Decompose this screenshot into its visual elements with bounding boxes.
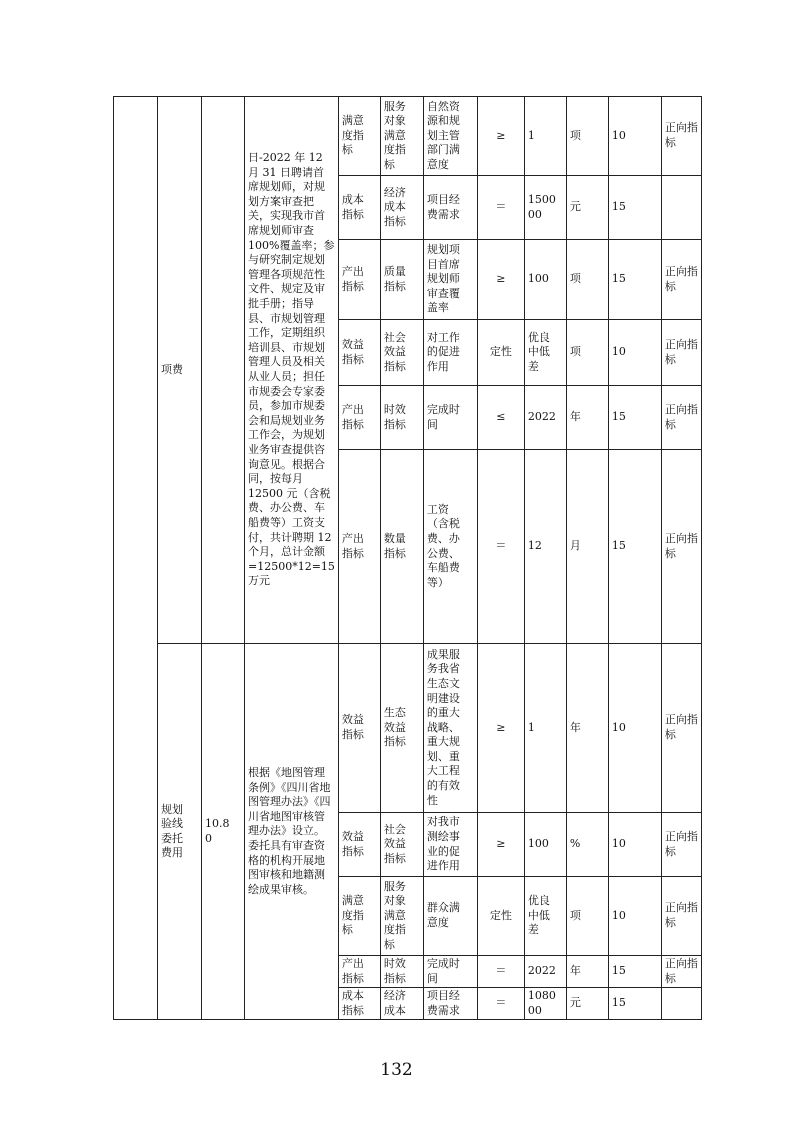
indicator-level2: 服务 对象 满意 度指 标 (380, 877, 423, 956)
indicator-direction: 正向指 标 (661, 956, 701, 988)
indicator-direction: 正向指 标 (661, 813, 701, 877)
indicator-value: 2022 (524, 386, 566, 450)
indicator-unit: 项 (566, 240, 608, 320)
indicator-operator: ＝ (477, 176, 524, 240)
table-row (114, 644, 702, 813)
indicator-operator: 定性 (477, 877, 524, 956)
indicator-level2: 时效 指标 (380, 956, 423, 988)
project-description-cell: 根据《地图管理条例》《四川省地图管理办法》《四川省地图审核管理办法》设立。委托具有审查资格的机构开展地图审核和地籍测绘成果审核。 (245, 644, 339, 1020)
indicator-value: 100 (524, 813, 566, 877)
indicator-level1: 效益 指标 (338, 813, 380, 877)
indicator-weight: 10 (608, 320, 661, 386)
indicator-operator: ≥ (477, 813, 524, 877)
indicator-value: 优良 中低 差 (524, 877, 566, 956)
indicator-operator: ≥ (477, 240, 524, 320)
indicator-unit: 年 (566, 644, 608, 813)
indicator-weight: 15 (608, 450, 661, 644)
indicator-value: 1500 00 (524, 176, 566, 240)
indicator-direction: 正向指 标 (661, 97, 701, 176)
indicator-level2: 质量 指标 (380, 240, 423, 320)
indicator-unit: 月 (566, 450, 608, 644)
indicator-level1: 产出 指标 (338, 450, 380, 644)
indicator-level2: 时效 指标 (380, 386, 423, 450)
indicator-value: 12 (524, 450, 566, 644)
indicator-value: 1 (524, 97, 566, 176)
project-name-cell: 规划 验线 委托 费用 (158, 644, 202, 1020)
indicator-name: 群众满 意度 (423, 877, 477, 956)
indicator-level1: 产出 指标 (338, 386, 380, 450)
indicator-weight: 15 (608, 956, 661, 988)
indicator-operator: ＝ (477, 988, 524, 1020)
indicator-unit: 年 (566, 386, 608, 450)
indicator-name: 工资 （含税 费、办 公费、 车船费 等） (423, 450, 477, 644)
indicator-direction: 正向指 标 (661, 320, 701, 386)
indicator-operator: ＝ (477, 956, 524, 988)
indicator-name: 规划项 目首席 规划师 审查覆 盖率 (423, 240, 477, 320)
indicator-unit: 元 (566, 988, 608, 1020)
indicator-value: 1 (524, 644, 566, 813)
indicator-unit: 项 (566, 877, 608, 956)
indicator-level1: 效益 指标 (338, 320, 380, 386)
indicator-name: 自然资 源和规 划主管 部门满 意度 (423, 97, 477, 176)
indicator-value: 2022 (524, 956, 566, 988)
indicator-direction: 正向指 标 (661, 644, 701, 813)
indicator-weight: 15 (608, 240, 661, 320)
indicator-direction: 正向指 标 (661, 386, 701, 450)
indicator-operator: ≤ (477, 386, 524, 450)
indicator-level2: 经济 成本 指标 (380, 176, 423, 240)
indicator-direction: 正向指 标 (661, 450, 701, 644)
indicator-level1: 成本 指标 (338, 988, 380, 1020)
indicator-name: 成果服 务我省 生态文 明建设 的重大 战略、 重大规 划、重 大工程 的有效 性 (423, 644, 477, 813)
indicator-unit: 项 (566, 97, 608, 176)
indicator-level2: 数量 指标 (380, 450, 423, 644)
indicator-name: 项目经 费需求 (423, 176, 477, 240)
indicator-name: 对我市 测绘事 业的促 进作用 (423, 813, 477, 877)
indicator-weight: 10 (608, 644, 661, 813)
indicator-unit: 元 (566, 176, 608, 240)
indicator-direction: 正向指 标 (661, 240, 701, 320)
indicator-value: 1080 00 (524, 988, 566, 1020)
indicator-operator: 定性 (477, 320, 524, 386)
indicator-level2: 社会 效益 指标 (380, 813, 423, 877)
indicator-weight: 15 (608, 988, 661, 1020)
indicator-weight: 15 (608, 176, 661, 240)
indicator-direction (661, 988, 701, 1020)
indicator-name: 对工作 的促进 作用 (423, 320, 477, 386)
project-description-cell: 日-2022 年 12 月 31 日聘请首席规划师，对规划方案审查把关，实现我市首席规划师审查 100%覆盖率；参与研究制定规划管理各项规范性文件、规定及审批手册；指导县、市规划管理工作，定期组织培训县、市规划管理人员及相关从业人员；担任市规委会专家委员，参加市规委会和局规划业务工作会，为规划业务审查提供咨询意见。根据合同，按每月 12500 元（含税费、办公费、车船费等）工资支付，共计聘期 12 个月，总计金额=12500*12=15 万元 (245, 97, 339, 644)
project-amount-cell: 10.8 0 (202, 644, 245, 1020)
performance-indicator-table (113, 96, 702, 1020)
indicator-value: 优良 中低 差 (524, 320, 566, 386)
project-name-cell: 项费 (158, 97, 202, 644)
indicator-weight: 10 (608, 877, 661, 956)
indicator-operator: ≥ (477, 97, 524, 176)
indicator-level1: 满意 度指 标 (338, 877, 380, 956)
indicator-operator: ＝ (477, 450, 524, 644)
indicator-unit: 年 (566, 956, 608, 988)
indicator-level2: 服务 对象 满意 度指 标 (380, 97, 423, 176)
indicator-level1: 效益 指标 (338, 644, 380, 813)
indicator-level2: 经济 成本 (380, 988, 423, 1020)
indicator-weight: 15 (608, 386, 661, 450)
indicator-direction (661, 176, 701, 240)
page-number: 132 (380, 1060, 413, 1080)
indicator-unit: % (566, 813, 608, 877)
indicator-unit: 项 (566, 320, 608, 386)
indicator-weight: 10 (608, 97, 661, 176)
indicator-level2: 社会 效益 指标 (380, 320, 423, 386)
indicator-name: 完成时 间 (423, 386, 477, 450)
project-amount-cell (202, 97, 245, 644)
indicator-level1: 成本 指标 (338, 176, 380, 240)
indicator-name: 项目经 费需求 (423, 988, 477, 1020)
indicator-name: 完成时 间 (423, 956, 477, 988)
outer-category-cell (114, 97, 158, 1020)
indicator-value: 100 (524, 240, 566, 320)
indicator-level2: 生态 效益 指标 (380, 644, 423, 813)
table-row (114, 97, 702, 176)
indicator-weight: 10 (608, 813, 661, 877)
indicator-level1: 产出 指标 (338, 956, 380, 988)
indicator-direction: 正向指 标 (661, 877, 701, 956)
indicator-level1: 满意 度指 标 (338, 97, 380, 176)
indicator-level1: 产出 指标 (338, 240, 380, 320)
indicator-operator: ≥ (477, 644, 524, 813)
